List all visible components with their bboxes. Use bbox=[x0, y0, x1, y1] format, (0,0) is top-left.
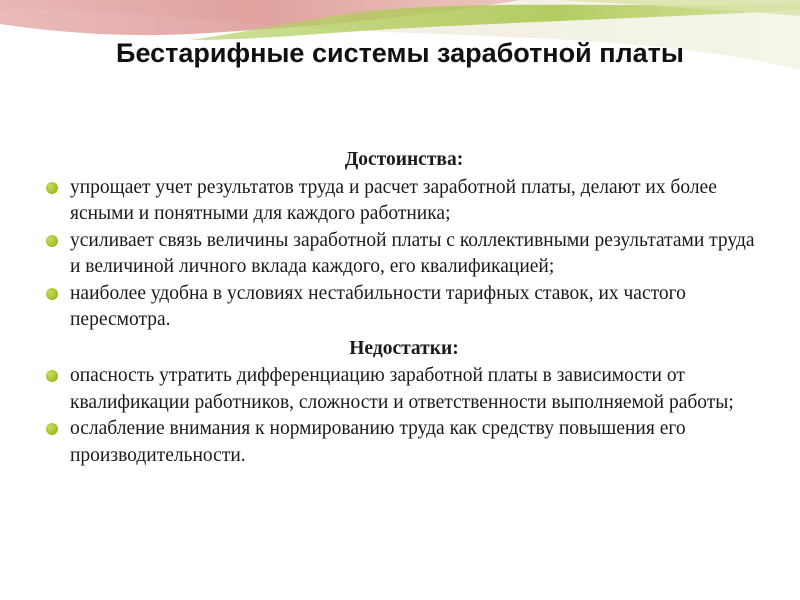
list-item-text: усиливает связь величины заработной платы с коллективными результатами труда и величиной личного вклада каждого, его квалификацией; bbox=[70, 229, 755, 277]
advantages-list bbox=[44, 175, 764, 334]
bullet-icon bbox=[46, 288, 58, 300]
disadvantages-list bbox=[44, 363, 764, 469]
bullet-icon bbox=[46, 235, 58, 247]
list-item-text: опасность утратить дифференциацию заработной платы в зависимости от квалификации работников, сложности и ответственности выполняемой работы; bbox=[70, 365, 734, 413]
disadvantages-heading: Недостатки: bbox=[349, 337, 459, 359]
list-item bbox=[44, 175, 764, 228]
bullet-icon bbox=[46, 370, 58, 382]
slide-title: Бестарифные системы заработной платы bbox=[116, 38, 684, 68]
advantages-heading: Достоинства: bbox=[344, 149, 464, 170]
list-item bbox=[44, 228, 764, 281]
list-item bbox=[44, 416, 764, 469]
slide-content bbox=[44, 147, 764, 469]
list-item bbox=[44, 281, 764, 334]
list-item-text: наиболее удобна в условиях нестабильности тарифных ставок, их частого пересмотра. bbox=[70, 282, 686, 330]
bullet-icon bbox=[46, 423, 58, 435]
list-item bbox=[44, 363, 764, 416]
bullet-icon bbox=[46, 182, 58, 194]
list-item-text: упрощает учет результатов труда и расчет заработной платы, делают их более ясными и понятными для каждого работника; bbox=[70, 176, 717, 224]
list-item-text: ослабление внимания к нормированию труда как средству повышения его производительности. bbox=[70, 418, 686, 466]
